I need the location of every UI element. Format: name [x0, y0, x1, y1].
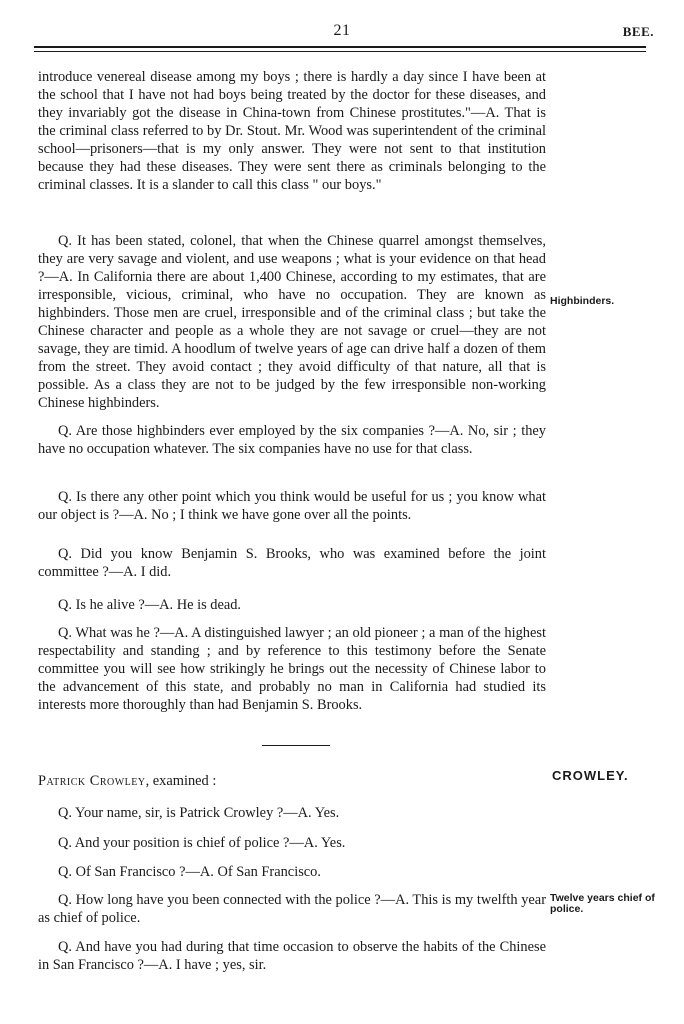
header-rule-thin — [34, 51, 646, 52]
witness-suffix: , examined : — [145, 773, 217, 789]
margin-note-twelve-years: Twelve years chief of police. — [550, 892, 655, 915]
witness-heading — [38, 773, 216, 790]
question-how-long: Q. How long have you been connected with the police ?—A. This is my twelfth year as chief of police. — [38, 892, 546, 926]
question-position: Q. And your position is chief of police ?—A. Yes. — [58, 835, 346, 851]
paragraph-other-point: Q. Is there any other point which you think would be useful for us ; you know what our object is ?—A. No ; I think we have gone over all the points. — [38, 489, 546, 523]
section-divider — [262, 745, 330, 746]
paragraph-brooks-alive: Q. Is he alive ?—A. He is dead. — [58, 597, 242, 613]
page-number: 21 — [333, 22, 351, 39]
paragraph-six-companies: Q. Are those highbinders ever employed by the six companies ?—A. No, sir ; they have no occupation whatever. The six companies have no use for that class. — [38, 423, 546, 457]
question-habits: Q. And have you had during that time occasion to observe the habits of the Chinese in San Francisco ?—A. I have ; yes, sir. — [38, 939, 546, 973]
witness-name: Patrick Crowley — [38, 773, 146, 789]
question-city: Q. Of San Francisco ?—A. Of San Francisco. — [58, 864, 321, 880]
header-rule — [34, 46, 646, 48]
margin-note-highbinders: Highbinders. — [550, 295, 615, 307]
paragraph-brooks-known: Q. Did you know Benjamin S. Brooks, who was examined before the joint committee ?—A. I did. — [38, 546, 546, 580]
running-title: BEE. — [622, 24, 654, 39]
paragraph-continuation: introduce venereal disease among my boys ; there is hardly a day since I have been at the school that I have not had boys being treated by the doctor for these diseases, and they invariably got the disease in China-town from Chinese prostitutes."—A. That is the criminal class referred to by Dr. Stout. Mr. Wood was superintendent of the criminal school—prisoners—that is my only answer. They were not sent to that institution because they had these diseases. They were sent there as criminals belonging to the criminal classes. It is a slander to call this class " our boys." — [38, 69, 546, 193]
paragraph-brooks-who: Q. What was he ?—A. A distinguished lawyer ; an old pioneer ; a man of the highest respectability and standing ; and by reference to this testimony before the Senate committee you will see how strikingly he brings out the necessity of Chinese labor to the advancement of this state, and probably no man in California had studied its interests more thoroughly than had Benjamin S. Brooks. — [38, 625, 546, 713]
paragraph-savage-question: Q. It has been stated, colonel, that when the Chinese quarrel amongst themselves, they are very savage and violent, and use weapons ; what is your evidence on that head ?—A. In California there are about 1,400 Chinese, according to my estimates, that are irresponsible, vicious, criminal, who have no occupation. They are known as highbinders. Those men are cruel, irresponsible and of the criminal class ; but take the Chinese character and people as a whole they are not savage or cruel—they are not savage, they are timid. A hoodlum of twelve years of age can drive half a dozen of them from the street. They avoid contact ; they avoid difficulty of that nature, all that is possible. As a class they are not to be judged by the few irresponsible non-working Chinese highbinders. — [38, 233, 546, 411]
question-name: Q. Your name, sir, is Patrick Crowley ?—A. Yes. — [58, 805, 340, 821]
margin-note-crowley: CROWLEY. — [552, 768, 629, 783]
